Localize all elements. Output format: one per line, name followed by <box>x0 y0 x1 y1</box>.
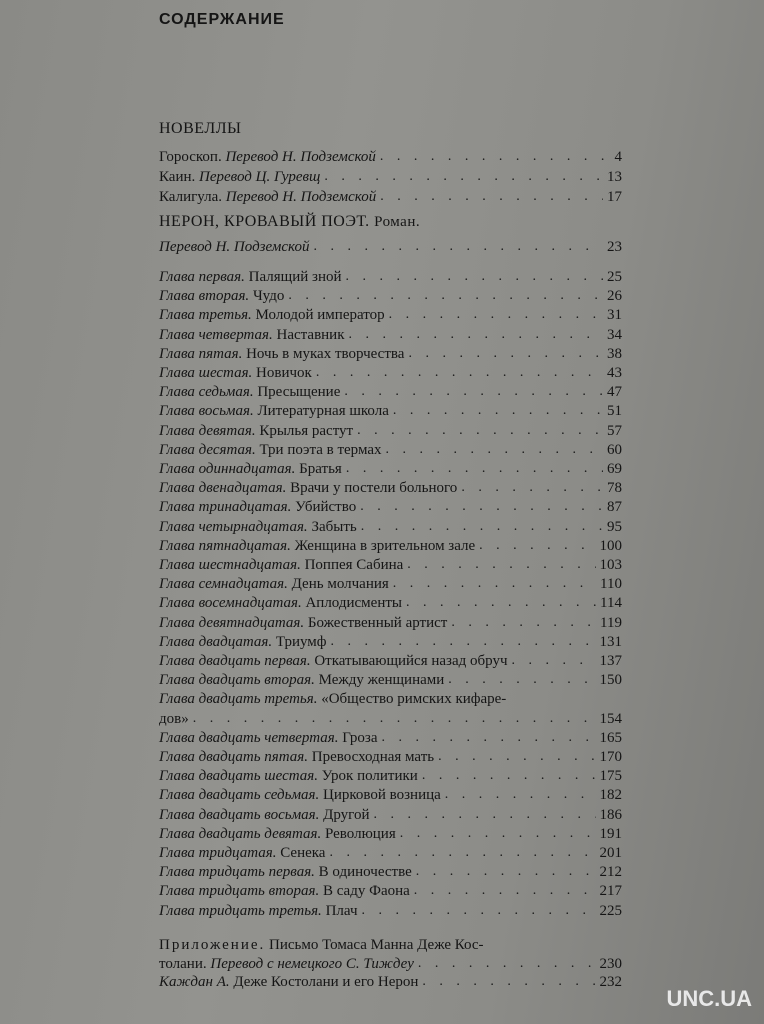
toc-row <box>159 146 622 166</box>
toc-page: 232 <box>599 974 622 990</box>
leader-dots <box>329 844 595 862</box>
toc-title: Глава двадцать девятая. Революция <box>159 826 396 842</box>
toc-title: Глава тридцать вторая. В саду Фаона <box>159 883 410 899</box>
toc-page: 60 <box>607 442 622 458</box>
toc-title: Глава тридцать третья. Плач <box>159 903 358 919</box>
toc-row <box>159 554 622 574</box>
toc-page: 154 <box>599 711 622 727</box>
toc-row <box>159 266 622 286</box>
appendix-line1: Приложение. Письмо Томаса Манна Деже Кос- <box>159 937 484 953</box>
leader-dots <box>389 306 603 324</box>
toc-page: 191 <box>599 826 622 842</box>
leader-dots <box>382 729 596 747</box>
toc-title: Глава четвертая. Наставник <box>159 327 345 343</box>
leader-dots <box>357 422 603 440</box>
toc-page: 225 <box>599 903 622 919</box>
leader-dots <box>373 806 595 824</box>
leader-dots <box>324 168 603 186</box>
toc-row <box>159 631 622 651</box>
toc-row <box>159 842 622 862</box>
toc-title: Глава пятнадцатая. Женщина в зрительном зале <box>159 538 476 554</box>
toc-page: 25 <box>607 269 622 285</box>
toc-row <box>159 727 622 747</box>
toc-row <box>159 708 622 728</box>
appendix-row <box>159 971 622 991</box>
toc-page: 51 <box>607 403 622 419</box>
toc-page: 131 <box>599 634 622 650</box>
toc-title: Глава двадцать пятая. Превосходная мать <box>159 749 435 765</box>
toc-page: 114 <box>600 595 622 611</box>
toc-title: Глава шестнадцатая. Поппея Сабина <box>159 557 404 573</box>
toc-title: Глава двадцать первая. Откатывающийся назад обруч <box>159 653 508 669</box>
leader-dots <box>349 326 604 344</box>
toc-row <box>159 535 622 555</box>
toc-page: 170 <box>599 749 622 765</box>
toc-title: Гороскоп. Перевод Н. Подземской <box>159 149 376 165</box>
toc-row <box>159 304 622 324</box>
leader-dots <box>344 383 603 401</box>
toc-title: Глава двадцать восьмая. Другой <box>159 807 370 823</box>
toc-page: 217 <box>599 883 622 899</box>
leader-dots <box>380 188 603 206</box>
toc-page: 175 <box>599 768 622 784</box>
toc-row <box>159 765 622 785</box>
appendix-row <box>159 934 622 954</box>
toc-row <box>159 880 622 900</box>
toc-page: 201 <box>599 845 622 861</box>
leader-dots <box>479 537 595 555</box>
leader-dots <box>407 556 595 574</box>
toc-page: 47 <box>607 384 622 400</box>
leader-dots <box>193 710 596 728</box>
toc-title: Глава третья. Молодой император <box>159 307 385 323</box>
toc-page: 110 <box>600 576 622 592</box>
toc-title: Глава восемнадцатая. Аплодисменты <box>159 595 402 611</box>
toc-row <box>159 400 622 420</box>
toc-title: Глава двадцать четвертая. Гроза <box>159 730 378 746</box>
toc-row <box>159 573 622 593</box>
toc-page: 23 <box>607 239 622 255</box>
toc-row <box>159 784 622 804</box>
leader-dots <box>393 575 596 593</box>
toc-page: 103 <box>599 557 622 573</box>
toc-title: Глава девятая. Крылья растут <box>159 423 354 439</box>
toc-row <box>159 861 622 881</box>
page-title: СОДЕРЖАНИЕ <box>159 11 285 28</box>
toc-title: Каин. Перевод Ц. Гуревщ <box>159 169 321 185</box>
toc-title: Глава одиннадцатая. Братья <box>159 461 342 477</box>
toc-row <box>159 900 622 920</box>
novel-translator: Перевод Н. Подземской <box>159 239 310 255</box>
toc-title: Глава шестая. Новичок <box>159 365 312 381</box>
leader-dots <box>422 973 595 991</box>
toc-row <box>159 592 622 612</box>
toc-page: 31 <box>607 307 622 323</box>
toc-title: Глава двадцать вторая. Между женщинами <box>159 672 445 688</box>
toc-row <box>159 285 622 305</box>
toc-page: 100 <box>599 538 622 554</box>
toc-title: Глава десятая. Три поэта в термах <box>159 442 382 458</box>
toc-title: Глава девятнадцатая. Божественный артист <box>159 615 448 631</box>
toc-row <box>159 688 622 708</box>
toc-page: 212 <box>599 864 622 880</box>
toc-title: Глава четырнадцатая. Забыть <box>159 519 357 535</box>
leader-dots <box>400 825 596 843</box>
toc-page: 57 <box>607 423 622 439</box>
leader-dots <box>361 902 595 920</box>
toc-title: Глава седьмая. Пресыщение <box>159 384 341 400</box>
leader-dots <box>416 863 596 881</box>
toc-title: Глава восьмая. Литературная школа <box>159 403 389 419</box>
toc-title: Глава тридцатая. Сенека <box>159 845 326 861</box>
leader-dots <box>511 652 595 670</box>
leader-dots <box>448 671 595 689</box>
toc-row <box>159 362 622 382</box>
toc-page: 186 <box>599 807 622 823</box>
leader-dots <box>408 345 603 363</box>
toc-title: Глава двадцатая. Триумф <box>159 634 327 650</box>
toc-row <box>159 458 622 478</box>
toc-row <box>159 496 622 516</box>
toc-title: Калигула. Перевод Н. Подземской <box>159 189 377 205</box>
leader-dots <box>445 786 596 804</box>
toc-page: 230 <box>599 956 622 972</box>
toc-row <box>159 166 622 186</box>
leader-dots <box>386 441 604 459</box>
toc-page: 150 <box>599 672 622 688</box>
leader-dots <box>414 882 596 900</box>
appendix-row <box>159 953 622 973</box>
appendix-article: Каждан А. Деже Костолани и его Нерон <box>159 974 419 990</box>
toc-title: Глава тринадцатая. Убийство <box>159 499 357 515</box>
leader-dots <box>346 268 604 286</box>
toc-title: Глава двадцать седьмая. Цирковой возница <box>159 787 441 803</box>
leader-dots <box>361 518 603 536</box>
toc-title: Глава тридцать первая. В одиночестве <box>159 864 412 880</box>
toc-page: 182 <box>599 787 622 803</box>
toc-title: Глава двадцать шестая. Урок политики <box>159 768 418 784</box>
toc-page: 87 <box>607 499 622 515</box>
appendix-line2: толани. Перевод с немецкого С. Тиждеу <box>159 956 414 972</box>
toc-title: Глава первая. Палящий зной <box>159 269 342 285</box>
toc-page: 69 <box>607 461 622 477</box>
leader-dots <box>360 498 603 516</box>
toc-page: 165 <box>599 730 622 746</box>
toc-page: 4 <box>614 149 622 165</box>
toc-row <box>159 324 622 344</box>
toc-title: Глава семнадцатая. День молчания <box>159 576 389 592</box>
toc-row <box>159 650 622 670</box>
toc-row <box>159 612 622 632</box>
novels-section-title: НОВЕЛЛЫ <box>159 120 242 137</box>
leader-dots <box>406 594 596 612</box>
toc-row <box>159 516 622 536</box>
toc-page: 34 <box>607 327 622 343</box>
novel-heading: НЕРОН, КРОВАВЫЙ ПОЭТ. Роман. <box>159 213 421 230</box>
leader-dots <box>451 614 596 632</box>
toc-page: 95 <box>607 519 622 535</box>
toc-row <box>159 746 622 766</box>
toc-title: Глава пятая. Ночь в муках творчества <box>159 346 405 362</box>
toc-row <box>159 823 622 843</box>
toc-title: Глава вторая. Чудо <box>159 288 285 304</box>
leader-dots <box>393 402 603 420</box>
toc-page: 43 <box>607 365 622 381</box>
toc-page: 78 <box>607 480 622 496</box>
toc-title: Глава двадцать третья. «Общество римских кифаре- <box>159 691 507 707</box>
watermark: UNC.UA <box>666 986 752 1011</box>
leader-dots <box>331 633 596 651</box>
toc-title: дов» <box>159 711 189 727</box>
toc-page: 13 <box>607 169 622 185</box>
leader-dots <box>438 748 595 766</box>
leader-dots <box>288 287 603 305</box>
leader-dots <box>422 767 596 785</box>
leader-dots <box>380 148 611 166</box>
toc-page: 17 <box>607 189 622 205</box>
toc-row <box>159 343 622 363</box>
toc-page: 26 <box>607 288 622 304</box>
toc-page: 119 <box>600 615 622 631</box>
toc-row <box>159 669 622 689</box>
leader-dots <box>346 460 603 478</box>
toc-row <box>159 420 622 440</box>
toc-page: 137 <box>599 653 622 669</box>
leader-dots <box>313 238 603 256</box>
toc-row <box>159 439 622 459</box>
leader-dots <box>316 364 603 382</box>
toc-title: Глава двенадцатая. Врачи у постели больного <box>159 480 458 496</box>
toc-row <box>159 381 622 401</box>
toc-page: 38 <box>607 346 622 362</box>
leader-dots <box>461 479 603 497</box>
toc-row <box>159 477 622 497</box>
toc-row <box>159 186 622 206</box>
toc-row <box>159 804 622 824</box>
toc-row <box>159 236 622 256</box>
